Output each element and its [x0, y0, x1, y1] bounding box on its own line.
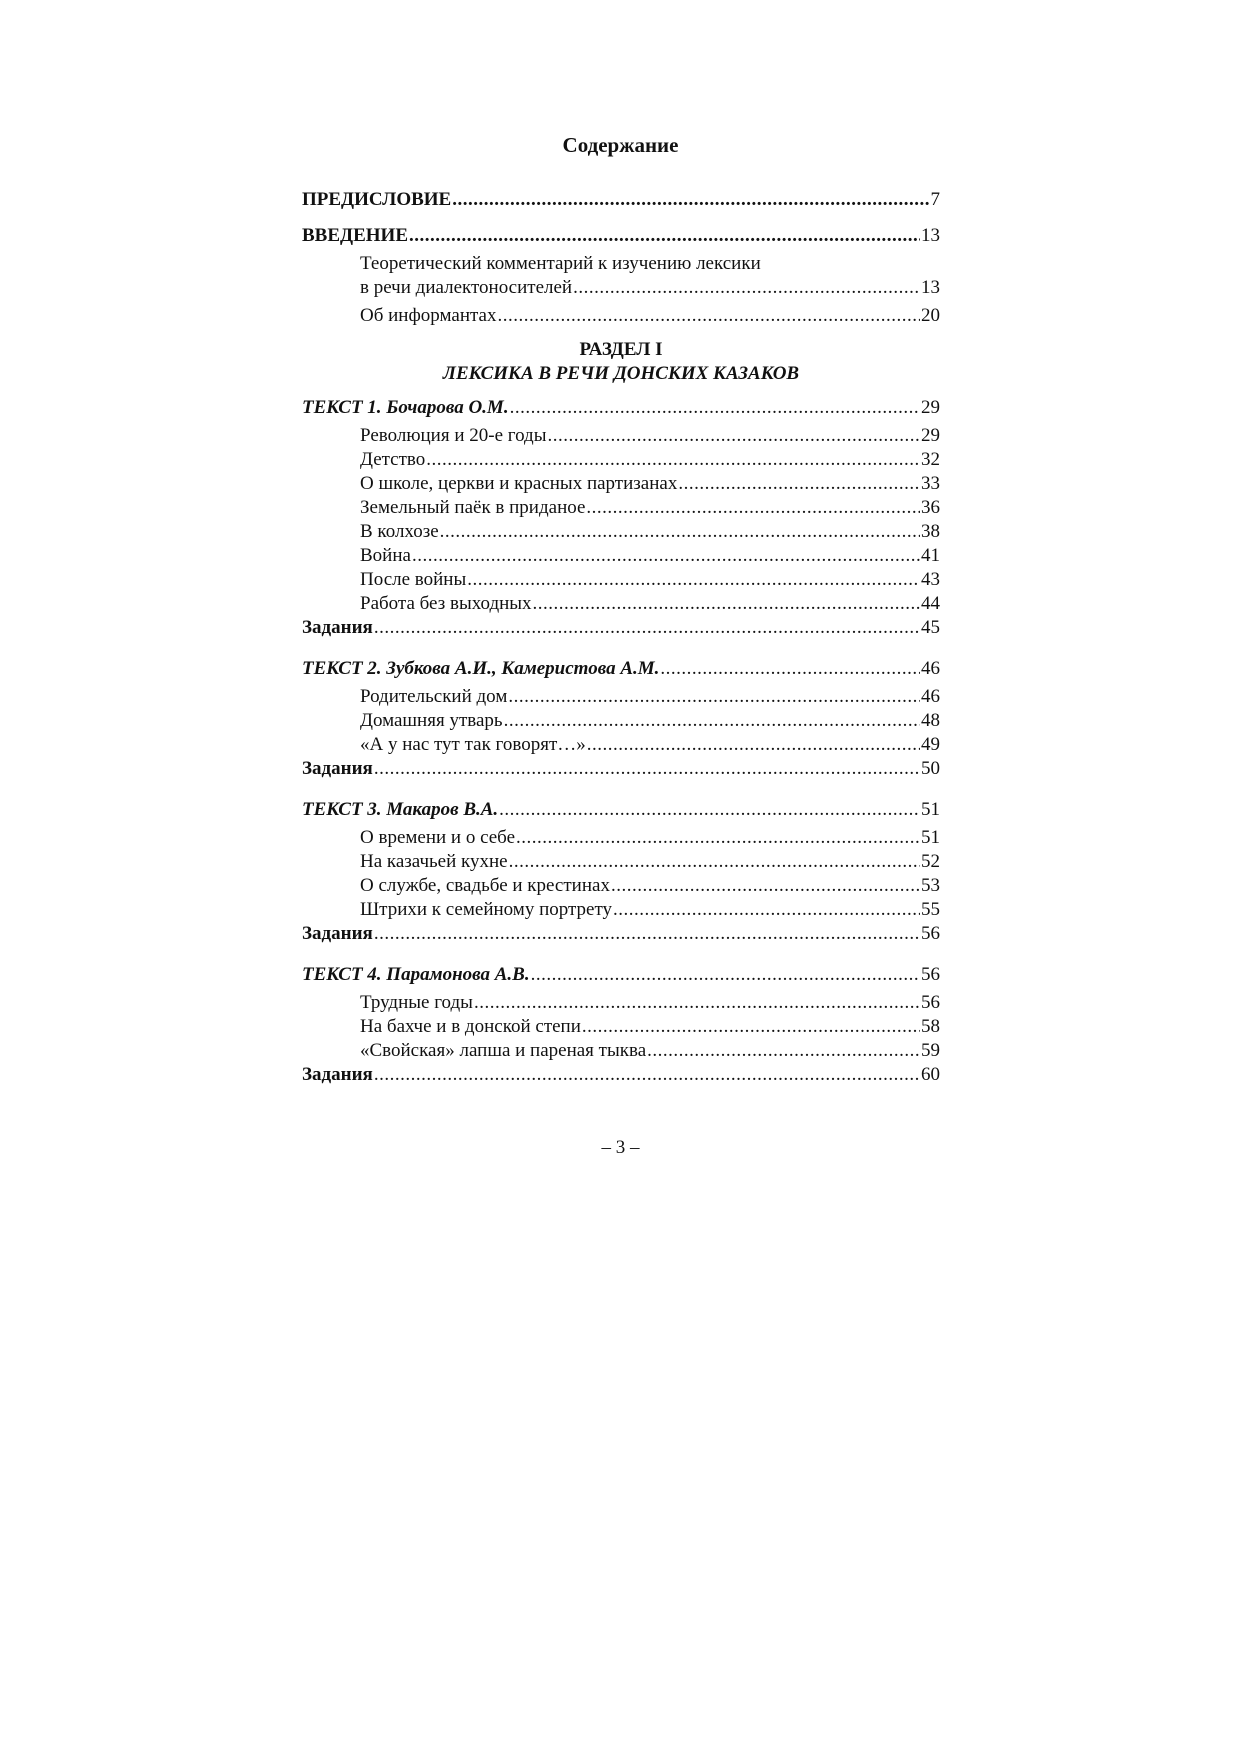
toc-subentry [302, 520, 940, 544]
toc-subentry [302, 874, 940, 898]
dot-leader [510, 396, 920, 420]
toc-page-number: 56 [921, 992, 940, 1013]
toc-page-number: 46 [921, 658, 940, 679]
toc-entry-preface [302, 188, 940, 212]
dot-leader [426, 448, 920, 472]
dot-leader [678, 472, 920, 496]
toc-subentry [302, 709, 940, 733]
toc-entry-theory [302, 276, 940, 300]
toc-entry-label: Война [360, 545, 411, 566]
toc-page-number: 32 [921, 449, 940, 470]
toc-entry-label: ВВЕДЕНИЕ [302, 225, 408, 246]
dot-leader [499, 798, 920, 822]
toc-page-number: 49 [921, 734, 940, 755]
dot-leader [440, 520, 920, 544]
toc-entry-label: Детство [360, 449, 426, 470]
toc-entry-label: ПРЕДИСЛОВИЕ [302, 189, 452, 210]
toc-page-number: 7 [930, 189, 940, 210]
page-title: Содержание [562, 133, 679, 157]
dot-leader [587, 733, 920, 757]
toc-subentry [302, 1039, 940, 1063]
toc-page-number: 51 [921, 827, 940, 848]
toc-page-number: 38 [921, 521, 940, 542]
toc-page-number: 59 [921, 1040, 940, 1061]
toc-subentry [302, 472, 940, 496]
toc-page-number: 43 [921, 569, 940, 590]
toc-page-number: 36 [921, 497, 940, 518]
toc-subentry [302, 898, 940, 922]
dot-leader [412, 544, 920, 568]
dot-leader [452, 188, 929, 212]
toc-entry-label: О времени и о себе [360, 827, 516, 848]
toc-subentry [302, 424, 940, 448]
toc-text-heading [302, 963, 940, 987]
toc-entry-label: О службе, свадьбе и крестинах [360, 875, 610, 896]
dot-leader [497, 304, 920, 328]
dot-leader [409, 224, 920, 248]
dot-leader [611, 874, 920, 898]
dot-leader [516, 826, 920, 850]
page-number: – 3 – [601, 1137, 640, 1158]
toc-entry-label: На казачьей кухне [360, 851, 508, 872]
toc-entry-informants [302, 304, 940, 328]
toc-page-number: 50 [921, 758, 940, 779]
toc-entry-label: После войны [360, 569, 467, 590]
toc-entry-label: Работа без выходных [360, 593, 532, 614]
table-of-contents [302, 188, 940, 1087]
toc-text-heading [302, 396, 940, 420]
toc-entry-label: в речи диалектоносителей [360, 277, 573, 298]
section-subtitle: ЛЕКСИКА В РЕЧИ ДОНСКИХ КАЗАКОВ [442, 363, 800, 384]
toc-page-number: 55 [921, 899, 940, 920]
dot-leader [531, 963, 920, 987]
toc-page-number: 56 [921, 964, 940, 985]
toc-entry-label: Родительский дом [360, 686, 508, 707]
toc-tasks-entry [302, 616, 940, 640]
dot-leader [547, 424, 920, 448]
toc-page-number: 45 [921, 617, 940, 638]
toc-entry-theory-line1: Теоретический комментарий к изучению лексики [360, 253, 761, 274]
toc-entry-label: «Свойская» лапша и пареная тыква [360, 1040, 647, 1061]
toc-entry-label: «А у нас тут так говорят…» [360, 734, 586, 755]
toc-subentry [302, 592, 940, 616]
dot-leader [374, 616, 920, 640]
toc-page-number: 41 [921, 545, 940, 566]
dot-leader [374, 922, 920, 946]
toc-entry-label: На бахче и в донской степи [360, 1016, 581, 1037]
toc-text-heading [302, 798, 940, 822]
dot-leader [573, 276, 920, 300]
toc-page-number: 46 [921, 686, 940, 707]
toc-page-number: 56 [921, 923, 940, 944]
dot-leader [647, 1039, 920, 1063]
toc-entry-label: О школе, церкви и красных партизанах [360, 473, 678, 494]
dot-leader [374, 1063, 920, 1087]
toc-subentry [302, 991, 940, 1015]
toc-entry-label: Об информантах [360, 305, 497, 326]
toc-entry-label: ТЕКСТ 1. Бочарова О.М. [302, 397, 509, 418]
toc-text-heading [302, 657, 940, 681]
toc-entry-label: Штрихи к семейному портрету [360, 899, 613, 920]
toc-tasks-entry [302, 757, 940, 781]
dot-leader [374, 757, 920, 781]
dot-leader [582, 1015, 920, 1039]
dot-leader [508, 685, 920, 709]
section-heading [302, 338, 940, 386]
toc-subentry [302, 733, 940, 757]
toc-entry-label: Трудные годы [360, 992, 473, 1013]
toc-page-number: 58 [921, 1016, 940, 1037]
toc-entry-label: В колхозе [360, 521, 439, 542]
dot-leader [586, 496, 920, 520]
toc-tasks-entry [302, 1063, 940, 1087]
toc-subentry [302, 685, 940, 709]
toc-page-number: 52 [921, 851, 940, 872]
toc-page-number: 33 [921, 473, 940, 494]
toc-page-number: 29 [921, 425, 940, 446]
toc-page-number: 13 [921, 225, 940, 246]
toc-entry-introduction [302, 224, 940, 248]
toc-entry-label: Земельный паёк в приданое [360, 497, 586, 518]
toc-page-number: 29 [921, 397, 940, 418]
toc-entry-label: ТЕКСТ 2. Зубкова А.И., Камеристова А.М. [302, 658, 660, 679]
toc-subentry [302, 496, 940, 520]
dot-leader [533, 592, 920, 616]
dot-leader [467, 568, 920, 592]
dot-leader [509, 850, 920, 874]
toc-page-number: 60 [921, 1064, 940, 1085]
toc-entry-label: ТЕКСТ 4. Парамонова А.В. [302, 964, 530, 985]
toc-page-number: 13 [921, 277, 940, 298]
dot-leader [504, 709, 920, 733]
toc-entry-label: Домашняя утварь [360, 710, 503, 731]
toc-page-number: 20 [921, 305, 940, 326]
toc-entry-label: Задания [302, 923, 373, 944]
toc-entry-label: Задания [302, 758, 373, 779]
toc-subentry [302, 544, 940, 568]
toc-page-number: 53 [921, 875, 940, 896]
toc-page-number: 48 [921, 710, 940, 731]
dot-leader [660, 657, 920, 681]
toc-subentry [302, 826, 940, 850]
toc-tasks-entry [302, 922, 940, 946]
dot-leader [474, 991, 920, 1015]
toc-subentry [302, 568, 940, 592]
section-title: РАЗДЕЛ I [579, 339, 663, 360]
toc-entry-label: Революция и 20-е годы [360, 425, 547, 446]
toc-entry-label: Задания [302, 1064, 373, 1085]
toc-entry-label: Задания [302, 617, 373, 638]
dot-leader [613, 898, 920, 922]
toc-page-number: 51 [921, 799, 940, 820]
toc-page-number: 44 [921, 593, 940, 614]
toc-entry-label: ТЕКСТ 3. Макаров В.А. [302, 799, 499, 820]
toc-subentry [302, 448, 940, 472]
toc-subentry [302, 850, 940, 874]
toc-subentry [302, 1015, 940, 1039]
